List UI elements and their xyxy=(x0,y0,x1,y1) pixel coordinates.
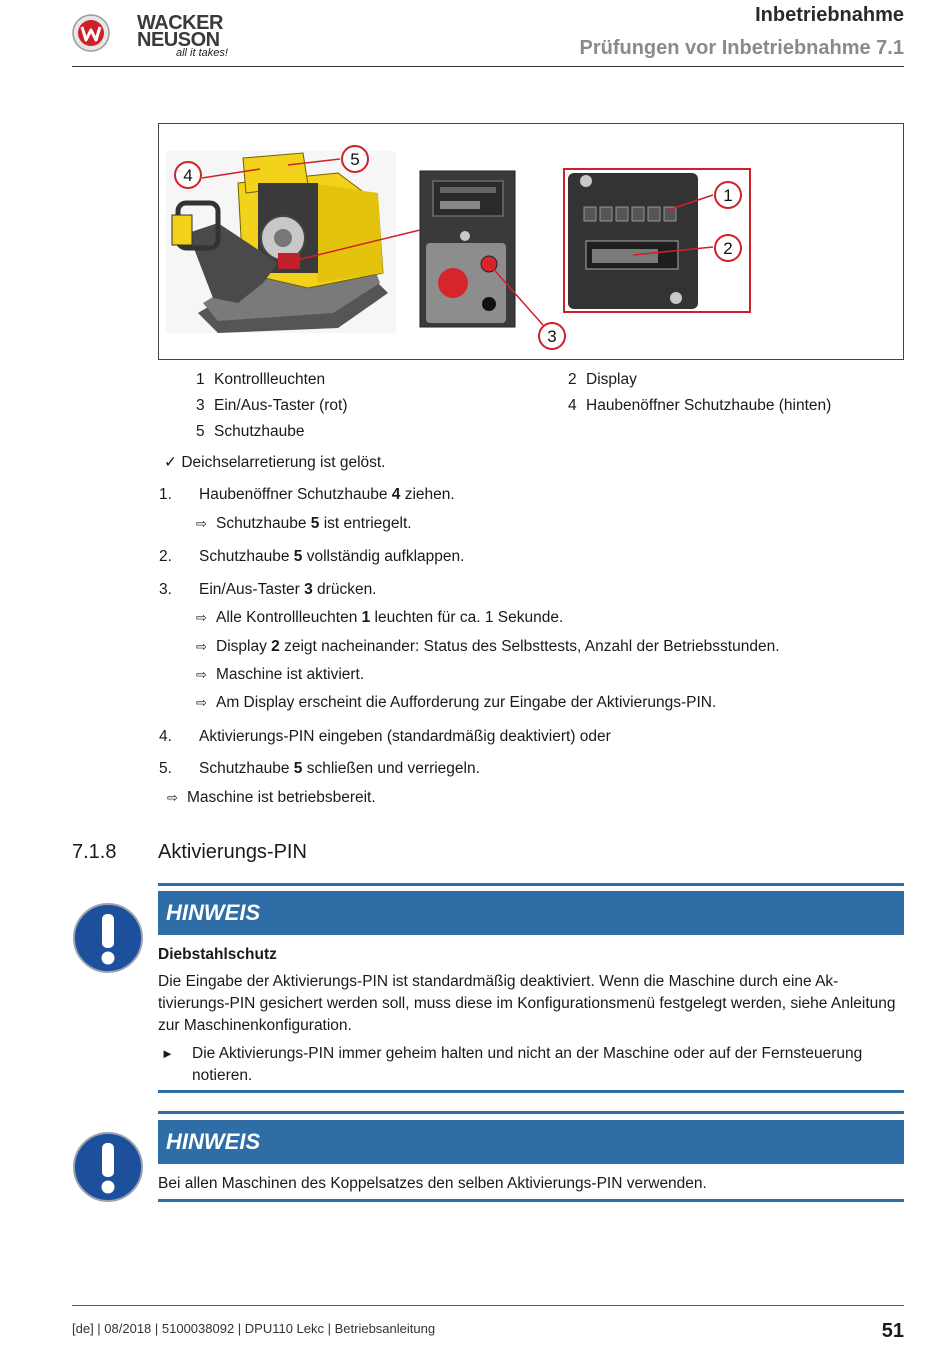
step-1-result: ⇨ Schutzhaube 5 ist entriegelt. xyxy=(196,515,412,532)
notice-subheading: Diebstahlschutz xyxy=(158,946,277,963)
notice-heading: HINWEIS xyxy=(166,900,261,925)
svg-text:1: 1 xyxy=(723,186,733,205)
machine-figure xyxy=(158,123,904,360)
svg-text:3: 3 xyxy=(547,327,557,346)
notice-top-rule xyxy=(158,883,904,886)
final-result: ⇨ Maschine ist betriebsbereit. xyxy=(167,789,376,806)
notice-heading-bar xyxy=(158,891,904,935)
bullet-triangle-icon: ► xyxy=(161,1046,174,1061)
notice-bottom-rule xyxy=(158,1090,904,1093)
notice-heading-bar xyxy=(158,1120,904,1164)
notice-bottom-rule xyxy=(158,1199,904,1202)
callout-2 xyxy=(715,235,741,261)
legend-item-4: 4 Haubenöffner Schutzhaube (hinten) xyxy=(568,397,832,414)
legend-item-5: 5 Schutzhaube xyxy=(196,423,305,440)
notice-body: Bei allen Maschinen des Koppelsatzes den selben Aktivierungs-PIN verwenden. xyxy=(158,1175,707,1192)
svg-text:5: 5 xyxy=(350,150,360,169)
result-arrow-icon: ⇨ xyxy=(196,667,207,682)
legend-item-2: 2 Display xyxy=(568,371,637,388)
mandatory-action-icon xyxy=(72,1131,144,1203)
chapter-title: Inbetriebnahme xyxy=(755,4,904,26)
legend-item-1: 1 Kontrollleuchten xyxy=(196,371,326,388)
step-3-result-a: ⇨ Alle Kontrollleuchten 1 leuchten für ca. 1 Sekunde. xyxy=(196,609,564,626)
result-arrow-icon: ⇨ xyxy=(196,639,207,654)
section-number: 7.1.8 xyxy=(72,841,117,863)
callout-4 xyxy=(175,162,201,188)
callout-1 xyxy=(715,182,741,208)
checkmark-icon: ✓ xyxy=(164,454,177,471)
legend-item-3: 3 Ein/Aus-Taster (rot) xyxy=(196,397,348,414)
result-arrow-icon: ⇨ xyxy=(196,610,207,625)
notice-top-rule xyxy=(158,1111,904,1114)
result-arrow-icon: ⇨ xyxy=(167,790,178,805)
section-header: Prüfungen vor Inbetriebnahme 7.1 xyxy=(579,37,904,59)
step-3-result-c: ⇨ Maschine ist aktiviert. xyxy=(196,666,365,683)
control-panel-illustration xyxy=(420,171,515,327)
svg-text:4: 4 xyxy=(183,166,193,185)
header-divider xyxy=(72,66,904,67)
step-3-result-d: ⇨ Am Display erscheint die Aufforderung zur Eingabe der Aktivierungs-PIN. xyxy=(196,694,717,711)
footer-doc-info: [de] | 08/2018 | 5100038092 | DPU110 Lekc | Betriebsanleitung xyxy=(72,1321,436,1336)
callout-3 xyxy=(539,323,565,349)
step-3-result-b: ⇨ Display 2 zeigt nacheinander: Status des Selbsttests, Anzahl der Betriebsstunden. xyxy=(196,638,780,655)
result-arrow-icon: ⇨ xyxy=(196,516,207,531)
result-arrow-icon: ⇨ xyxy=(196,695,207,710)
callout-5 xyxy=(342,146,368,172)
brand-tagline: all it takes! xyxy=(176,47,228,59)
mandatory-action-icon xyxy=(72,902,144,974)
footer-divider xyxy=(72,1305,904,1306)
notice-heading: HINWEIS xyxy=(166,1129,261,1154)
section-title: Aktivierungs-PIN xyxy=(158,841,307,863)
svg-text:2: 2 xyxy=(723,239,733,258)
precondition: ✓ Deichselarretierung ist gelöst. xyxy=(164,454,386,471)
brand-name-line2: NEUSON xyxy=(137,29,220,51)
wacker-neuson-logo-icon xyxy=(72,14,110,52)
notice-body: Die Eingabe der Aktivierungs-PIN ist standardmäßig deaktiviert. Wenn die Maschine durch eine Aktivierungs-PIN gesichert werden soll, muss diese im Konfigurationsmenü festgelegt werden, siehe Anleitung zur Maschinenkonfiguration. xyxy=(158,973,896,1034)
page-number: 51 xyxy=(881,1320,904,1342)
brand-name-line1: WACKER xyxy=(137,12,223,34)
